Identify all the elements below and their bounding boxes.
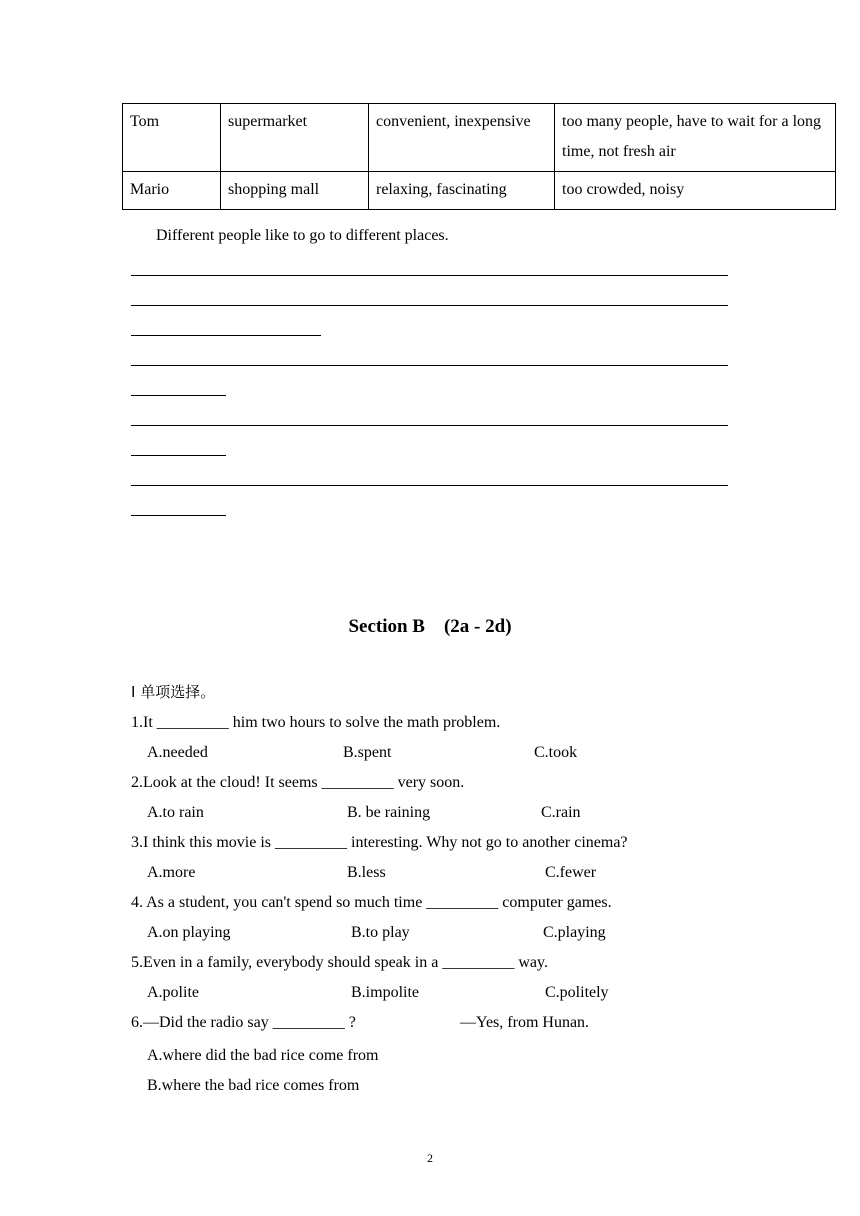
option-a: A.on playing [147, 924, 231, 941]
option-c: C.fewer [545, 864, 597, 881]
option-a: A.more [147, 864, 196, 881]
option-c: C.playing [543, 924, 606, 941]
question-stem: 1.It _________ him two hours to solve the math problem. [131, 714, 501, 731]
table-cell: too many people, have to wait for a long time, not fresh air [555, 104, 836, 172]
table-cell: Mario [123, 172, 221, 210]
answer-line [131, 425, 728, 426]
option-a: A.polite [147, 984, 199, 1001]
question-stem: 2.Look at the cloud! It seems _________ very soon. [131, 774, 465, 791]
option-a: A.where did the bad rice come from [147, 1047, 379, 1064]
table-cell: relaxing, fascinating [369, 172, 555, 210]
option-b: B. be raining [347, 804, 431, 821]
question-stem: 6.—Did the radio say _________ ? [131, 1014, 356, 1031]
option-b: B.less [347, 864, 386, 881]
answer-line [131, 275, 728, 276]
writing-prompt: Different people like to go to different places. [156, 227, 449, 244]
question-reply: —Yes, from Hunan. [460, 1014, 590, 1031]
option-b: B.where the bad rice comes from [147, 1077, 360, 1094]
question-stem: 5.Even in a family, everybody should speak in a _________ way. [131, 954, 548, 971]
table-cell: supermarket [221, 104, 369, 172]
answer-line [131, 485, 728, 486]
table-cell: Tom [123, 104, 221, 172]
question-stem: 3.I think this movie is _________ interesting. Why not go to another cinema? [131, 834, 628, 851]
answer-line [131, 305, 728, 306]
table-cell: shopping mall [221, 172, 369, 210]
answer-line [131, 395, 226, 396]
answer-line [131, 515, 226, 516]
option-c: C.rain [541, 804, 581, 821]
part-heading: I 单项选择。 [131, 683, 216, 701]
table-cell: convenient, inexpensive [369, 104, 555, 172]
option-a: A.needed [147, 744, 208, 761]
answer-line [131, 455, 226, 456]
page-number: 2 [427, 1151, 433, 1165]
option-c: C.took [534, 744, 578, 761]
answer-line [131, 335, 321, 336]
section-title: Section B (2a - 2d) [348, 616, 512, 637]
option-b: B.spent [343, 744, 392, 761]
question-stem: 4. As a student, you can't spend so much time _________ computer games. [131, 894, 612, 911]
info-table [122, 103, 836, 210]
option-b: B.impolite [351, 984, 419, 1001]
table-row [123, 172, 836, 210]
option-c: C.politely [545, 984, 609, 1001]
option-b: B.to play [351, 924, 410, 941]
answer-line [131, 365, 728, 366]
option-a: A.to rain [147, 804, 204, 821]
table-row [123, 104, 836, 172]
table-cell: too crowded, noisy [555, 172, 836, 210]
